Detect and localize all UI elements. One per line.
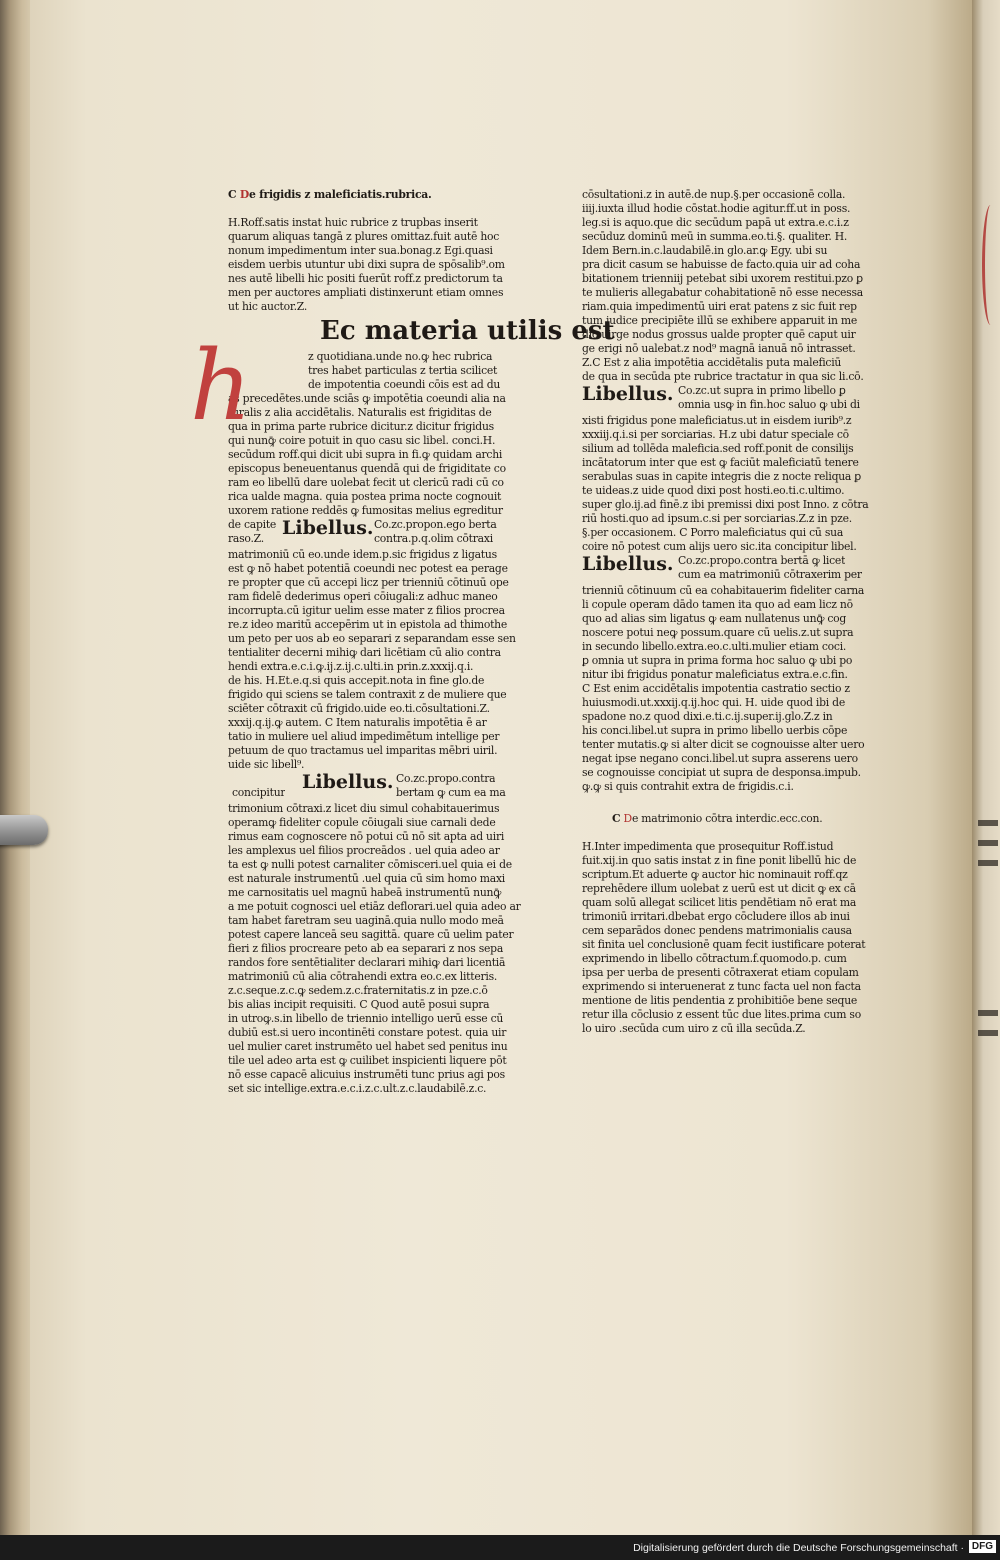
body-text-c xyxy=(228,802,524,1096)
text-line: Z.C Est z alia impotētia accidētalis puta maleficiū xyxy=(582,356,842,369)
text-line: cem separādos donec pendens matrimonialis causa xyxy=(582,924,852,937)
text-line: in secundo libello.extra.eo.c.ulti.mulier etiam coci. xyxy=(582,640,847,653)
text-line: re.z ideo maritū accepērim ut in epistola ad thimothe xyxy=(228,618,508,631)
text-line: quo ad alias sim ligatus ꝙ eam nullatenus unꝙ̄ cog xyxy=(582,612,847,625)
intro-paragraph xyxy=(228,216,524,314)
libellus-post: omnia usꝙ in fin.hoc saluo ꝙ ubi di xyxy=(678,398,860,411)
right-text-part-3 xyxy=(582,584,878,794)
text-line: uide sic libell⁹. xyxy=(228,758,305,771)
text-line: quam solū allegat scilicet litis pendētiam nō erat ma xyxy=(582,896,857,909)
body-text-a xyxy=(228,392,524,518)
section-gap xyxy=(582,794,878,812)
text-line: huiusmodi.ut.xxxij.q.ij.hoc qui. H. uide quod ibi de xyxy=(582,696,845,709)
libellus-block-4 xyxy=(582,554,878,584)
text-line: matrimoniū cū eo.unde idem.p.sic frigidus z ligatus xyxy=(228,548,497,561)
text-line: C Est enim accidētalis impotentia castratio sectio z xyxy=(582,682,850,695)
text-line: ꝙ.ꝙ si quis contrahit extra de frigidis.c.i. xyxy=(582,780,794,793)
text-line: me carnositatis uel magnū habeā instrumentū nunꝙ̄ xyxy=(228,886,502,899)
text-line: ram fidelē dederimus operi cōiugali:z adhuc maneo xyxy=(228,590,498,603)
text-line: est naturale instrumentū .uel quia cū sim homo maxi xyxy=(228,872,505,885)
paragraph-mark: C xyxy=(612,812,621,825)
text-line: in utroꝙ.s.in libello de triennio intelligo uerū esse cū xyxy=(228,1012,504,1025)
text-line: quarum aliquas tangā z plures omittaz.fuit autē hoc xyxy=(228,230,500,243)
left-column xyxy=(190,188,615,1096)
text-line: nitur ibi frigidus ponatur maleficiatus extra.e.c.fin. xyxy=(582,668,848,681)
libellus-post: Co.zc.propon.ego berta xyxy=(374,518,497,531)
text-line: riū hosti.quo ad ipsum.c.si per sorciarias.Z.z in pze. xyxy=(582,512,852,525)
rubric-text: e frigidis z maleficiatis.rubrica. xyxy=(248,188,432,201)
text-line: tentialiter decerni mihiꝙ dari licētiam cū alio contra xyxy=(228,646,501,659)
libellus-pre: de capite xyxy=(228,518,277,531)
text-line: ipsa per uerba de presenti cōtraxerat etiam copulam xyxy=(582,966,859,979)
text-line: super glo.ij.ad finē.z ibi premissi dixi post Inno. z cōtra xyxy=(582,498,869,511)
text-line: episcopus beneuentanus quendā qui de frigiditate co xyxy=(228,462,506,475)
text-line: hendi extra.e.c.i.ꝙ.ij.z.ij.c.ulti.in prin.z.xxxij.q.i. xyxy=(228,660,474,673)
text-line: tres habet particulas z tertia scilicet xyxy=(308,364,498,377)
text-line: re propter que cū accepi licz per trienniū cōtinuū ope xyxy=(228,576,509,589)
text-line: operamꝙ fideliter copule cōiugali siue carnali dede xyxy=(228,816,496,829)
text-line: petuum de quo tractamus uel imparitas mēbri uiril. xyxy=(228,744,498,757)
text-line: tam habet faretram seu uaginā.quia nullo modo meā xyxy=(228,914,504,927)
text-line: se cognouisse concipiat ut supra de desponsa.impub. xyxy=(582,766,861,779)
decorated-initial-letter: h xyxy=(190,330,252,442)
text-line: qui nunꝙ̄ coire potuit in quo casu sic libel. conci.H. xyxy=(228,434,496,447)
text-line: um peto per uos ab eo separari z separandam esse sen xyxy=(228,632,516,645)
text-line: ram eo libellū dare uolebat fecit ut clericū radi cū co xyxy=(228,476,504,489)
text-line: z.c.seque.z.c.ꝙ sedem.z.c.fraternitatis.z in pze.c.ō xyxy=(228,984,488,997)
text-line: riam.quia impedimentū uiri erat patens z sic fuit rep xyxy=(582,300,857,313)
text-line: sciēter cōtraxit cū frigido.uide eo.ti.cōsultationi.Z. xyxy=(228,702,490,715)
initial-indented-lines xyxy=(228,350,524,392)
right-column xyxy=(582,188,878,1036)
rubric-red-capital: D xyxy=(239,188,249,201)
text-line: incorrupta.cū igitur uelim esse mater z filios procrea xyxy=(228,604,505,617)
text-line: bitationem trienniij petebat sibi uxorem restitui.pzo ꝑ xyxy=(582,272,863,285)
text-line: de his. H.Et.e.q.si quis accepit.nota in fine glo.de xyxy=(228,674,485,687)
text-line: li copule operam dādo tamen ita quo ad eam licz nō xyxy=(582,598,853,611)
text-line: dio uirge nodus grossus ualde propter quē caput uir xyxy=(582,328,856,341)
facing-page-red-initial xyxy=(982,205,999,325)
text-line: rica ualde magna. quia postea prima nocte cognouit xyxy=(228,490,502,503)
text-line: uxorem ratione reddēs ꝙ fumositas melius egreditur xyxy=(228,504,503,517)
incipit-heading: Ec materia utilis est xyxy=(320,316,615,346)
text-line: randos fore sentētialiter declarari mihiꝙ dari licentiā xyxy=(228,956,506,969)
text-line: noscere potui neꝙ possum.quare cū uelis.z.ut supra xyxy=(582,626,854,639)
text-line: fuit.xij.in quo satis instat z in fine ponit libellū hic de xyxy=(582,854,857,867)
text-line: xxxij.q.ij.ꝙ autem. C Item naturalis impotētia ē ar xyxy=(228,716,487,729)
text-line: exprimendo in libello cōtractum.f.quomodo.p. cum xyxy=(582,952,847,965)
text-line: nonum impedimentum inter sua.bonag.z Egi.quasi xyxy=(228,244,493,257)
text-line: xisti frigidus pone maleficiatus.ut in eisdem iurib⁹.z xyxy=(582,414,852,427)
text-line: as precedētes.unde sciās ꝙ impotētia coeundi alia na xyxy=(228,392,506,405)
libellus-block-3 xyxy=(582,384,878,414)
text-line: qua in prima parte rubrice dicitur.z dicitur frigidus xyxy=(228,420,494,433)
libellus-pre: concipitur xyxy=(232,786,286,799)
rubric-text: e matrimonio cōtra interdic.ecc.con. xyxy=(631,812,823,825)
text-line: uel mulier caret instrumēto uel habet sed penitus inu xyxy=(228,1040,508,1053)
text-line: ꝑ omnia ut supra in prima forma hoc saluo ꝙ ubi po xyxy=(582,654,853,667)
libellus-block-1 xyxy=(228,518,524,548)
text-line: H.Roff.satis instat huic rubrice z trupbas inserit xyxy=(228,216,478,229)
text-line: leg.si is aquo.que dic secūdum papā ut extra.e.c.i.z xyxy=(582,216,849,229)
text-line: set sic intellige.extra.e.c.i.z.c.ult.z.c.laudabilē.z.c. xyxy=(228,1082,487,1095)
text-line: de impotentia coeundi cōis est ad du xyxy=(308,378,501,391)
text-line: tile uel adeo arta est ꝙ cuilibet inspicienti liquere pōt xyxy=(228,1054,507,1067)
text-line: sit finita uel conclusionē quam fecit iustificare poterat xyxy=(582,938,866,951)
text-line: fieri z filios procreare peto ab ea separari z nos sepa xyxy=(228,942,504,955)
text-line: z quotidiana.unde no.ꝙ hec rubrica xyxy=(308,350,493,363)
page-clip xyxy=(0,815,48,845)
text-line: spadone no.z quod dixi.e.ti.c.ij.super.ij.glo.Z.z in xyxy=(582,710,833,723)
text-line: negat ipse negano conci.libel.ut supra asserens uero xyxy=(582,752,858,765)
libellus-word: Libellus. xyxy=(302,771,394,793)
libellus-block-2 xyxy=(228,772,524,802)
text-line: secūdum roff.qui dicit ubi supra in fi.ꝙ quidam archi xyxy=(228,448,503,461)
text-line: trimonium cōtraxi.z licet diu simul cohabitauerimus xyxy=(228,802,500,815)
text-line: iiij.iuxta illud hodie cōstat.hodie agitur.ff.ut in poss. xyxy=(582,202,851,215)
text-line: te mulieris allegabatur cohabitationē nō esse necessa xyxy=(582,286,863,299)
text-line: dubiū est.si uero incontinēti constare potest. quia uir xyxy=(228,1026,507,1039)
text-line: pra dicit casum se habuisse de facto.quia uir ad coha xyxy=(582,258,861,271)
text-line: frigido qui sciens se talem contraxit z de muliere que xyxy=(228,688,507,701)
text-line: lo uiro .secūda cum uiro z cū illa secūda.Z. xyxy=(582,1022,806,1035)
facing-page-text-fragment xyxy=(978,860,998,866)
rubric-heading xyxy=(228,188,524,202)
rubric-red-capital: D xyxy=(623,812,632,825)
text-line: eisdem uerbis utuntur ubi dixi supra de spōsalib⁹.om xyxy=(228,258,505,271)
text-line: ge erigi nō ualebat.z nod⁹ magnā ianuā nō intrasset. xyxy=(582,342,856,355)
paragraph-mark: C xyxy=(228,188,237,201)
facing-page-text-fragment xyxy=(978,1010,998,1016)
text-line: ut hic auctor.Z. xyxy=(228,300,308,313)
text-line: coire nō potest cum alijs uero sic.ita concipitur libel. xyxy=(582,540,857,553)
text-line: secūduz dominū meū in summa.eo.ti.§. qualiter. H. xyxy=(582,230,848,243)
text-line: les amplexus uel filios procreādos . uel quia adeo ar xyxy=(228,844,500,857)
body-text-b xyxy=(228,548,524,772)
text-line: exprimendo si interuenerat z tunc facta uel non facta xyxy=(582,980,861,993)
libellus-post: Co.zc.ut supra in primo libello ꝑ xyxy=(678,384,846,397)
text-line: tatio in muliere uel aliud impedimētum intellige per xyxy=(228,730,500,743)
libellus-post: Co.zc.propo.contra xyxy=(396,772,496,785)
text-line: cōsultationi.z in autē.de nup.§.per occasionē colla. xyxy=(582,188,846,201)
libellus-pre: raso.Z. xyxy=(228,532,264,545)
text-line: reprehēdere illum uolebat z uerū est ut dicit ꝙ ex cā xyxy=(582,882,856,895)
text-line: rimus eam cognoscere nō potui cū nō sit apta ad uiri xyxy=(228,830,505,843)
libellus-post: bertam ꝙ cum ea ma xyxy=(396,786,506,799)
rubric-heading-2 xyxy=(582,812,878,826)
text-line: nō esse capacē alicuius instrumēti tunc prius agi pos xyxy=(228,1068,505,1081)
text-line: nes autē libelli hic positi fuerūt roff.z predictorum ta xyxy=(228,272,503,285)
facing-page-edge xyxy=(972,0,1000,1535)
text-line: scriptum.Et aduerte ꝙ auctor hic nominauit roff.qz xyxy=(582,868,848,881)
facing-page-text-fragment xyxy=(978,1030,998,1036)
funding-notice: Digitalisierung gefördert durch die Deutsche Forschungsgemeinschaft · xyxy=(633,1542,964,1554)
text-line: trimoniū irritari.dbebat ergo cōcludere illos ab inui xyxy=(582,910,850,923)
facing-page-text-fragment xyxy=(978,840,998,846)
libellus-post: Co.zc.propo.contra bertā ꝙ licet xyxy=(678,554,846,567)
text-line: mentione de litis pendentia z prohibitiōe bene seque xyxy=(582,994,858,1007)
right-text-part-1 xyxy=(582,188,878,384)
libellus-word: Libellus. xyxy=(282,517,374,539)
text-line: his conci.libel.ut supra in primo libello uerbis cōpe xyxy=(582,724,848,737)
text-line: a me potuit cognosci uel etiāz deflorari.uel quia adeo ar xyxy=(228,900,521,913)
text-line: matrimoniū cū alia cōtrahendi extra eo.c.ex litteris. xyxy=(228,970,498,983)
text-line: ta est ꝙ nulli potest carnaliter cōmisceri.uel quia ei de xyxy=(228,858,512,871)
text-line: tum iudice precipiēte illū se exhibere apparuit in me xyxy=(582,314,858,327)
text-line: trienniū cōtinuum cū ea cohabitauerim fideliter carna xyxy=(582,584,865,597)
text-line: H.Inter impedimenta que prosequitur Roff.istud xyxy=(582,840,834,853)
text-line: silium ad tollēda maleficia.sed roff.ponit de consilijs xyxy=(582,442,854,455)
facing-page-text-fragment xyxy=(978,820,998,826)
text-line: incātatorum inter que est ꝙ faciūt maleficiatū tenere xyxy=(582,456,859,469)
right-text-part-2 xyxy=(582,414,878,554)
text-line: serabulas suas in capite integris die z nocte reliqua ꝑ xyxy=(582,470,861,483)
text-line: turalis z alia accidētalis. Naturalis est frigiditas de xyxy=(228,406,492,419)
libellus-post: contra.p.q.olim cōtraxi xyxy=(374,532,493,545)
text-line: bis alias incipit requisiti. C Quod autē posui supra xyxy=(228,998,490,1011)
dfg-logo: DFG xyxy=(969,1540,996,1553)
text-line: tenter mutatis.ꝙ si alter dicit se cognouisse alter uero xyxy=(582,738,865,751)
text-line: xxxiij.q.i.si per sorciarias. H.z ubi datur speciale cō xyxy=(582,428,849,441)
text-line: men per auctores ampliati distinxerunt etiam omnes xyxy=(228,286,504,299)
text-line: te uideas.z uide quod dixi post hosti.eo.ti.c.ultimo. xyxy=(582,484,845,497)
libellus-word: Libellus. xyxy=(582,553,674,575)
text-line: retur illa cōclusio z essent tūc due lites.prima cum so xyxy=(582,1008,861,1021)
text-line: Idem Bern.in.c.laudabilē.in glo.ar.ꝙ Egy. ubi su xyxy=(582,244,828,257)
text-line: §.per occasionem. C Porro maleficiatus qui cū sua xyxy=(582,526,844,539)
right-text-part-4 xyxy=(582,840,878,1036)
text-line: est ꝙ nō habet potentiā coeundi nec potest ea perage xyxy=(228,562,508,575)
libellus-post: cum ea matrimoniū cōtraxerim per xyxy=(678,568,862,581)
digitization-footer xyxy=(0,1535,1000,1560)
text-line: de qua in secūda pte rubrice tractatur in qua sic li.cō. xyxy=(582,370,864,383)
text-line: potest capere lanceā seu sagittā. quare cū uelim pater xyxy=(228,928,514,941)
libellus-word: Libellus. xyxy=(582,383,674,405)
